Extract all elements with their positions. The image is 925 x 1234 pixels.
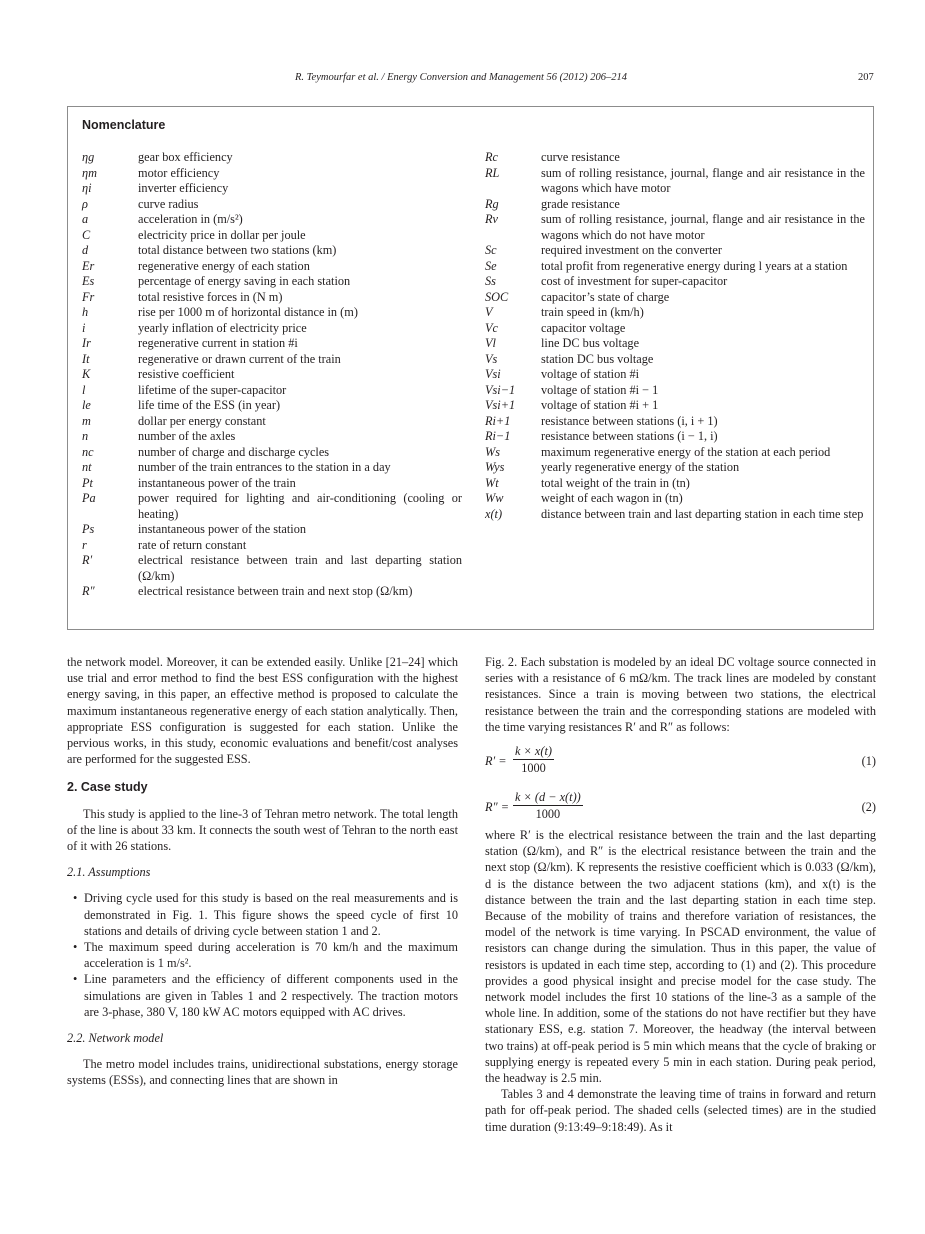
nomenclature-entry: [82, 150, 462, 166]
running-header: [0, 72, 925, 88]
nomenclature-symbol: Wt: [485, 475, 499, 490]
nomenclature-description: resistance between stations (i, i + 1): [541, 413, 718, 428]
nomenclature-entry: [82, 538, 462, 554]
nomenclature-description: station DC bus voltage: [541, 351, 654, 366]
journal-citation: R. Teymourfar et al. / Energy Conversion and Management 56 (2012) 206–214: [295, 72, 627, 83]
nomenclature-symbol: Se: [485, 258, 497, 273]
nomenclature-description: train speed in (km/h): [541, 305, 644, 319]
nomenclature-symbol: Rc: [485, 150, 498, 164]
nomenclature-box: [67, 106, 874, 630]
nomenclature-description: total profit from regenerative energy during l years at a station: [541, 258, 848, 273]
nomenclature-entry: [82, 181, 462, 197]
nomenclature-symbol: R′: [82, 553, 93, 567]
nomenclature-entry: [485, 166, 865, 197]
nomenclature-entry: [82, 584, 462, 600]
nomenclature-symbol: Rv: [485, 212, 498, 226]
nomenclature-entry: [485, 383, 865, 399]
nomenclature-description: capacitor’s state of charge: [541, 289, 670, 304]
nomenclature-description: sum of rolling resistance, journal, flange and air resistance in the wagons which do not have motor: [541, 212, 865, 242]
nomenclature-entry: [82, 429, 462, 445]
nomenclature-description: motor efficiency: [138, 165, 220, 180]
nomenclature-description: sum of rolling resistance, journal, flange and air resistance in the wagons which have motor: [541, 165, 865, 195]
nomenclature-symbol: Ss: [485, 274, 496, 288]
left-text-column: [67, 654, 458, 1089]
page-number: 207: [858, 72, 874, 83]
nomenclature-entry: [82, 336, 462, 352]
nomenclature-description: curve resistance: [541, 150, 620, 164]
nomenclature-description: dollar per energy constant: [138, 413, 266, 428]
nomenclature-symbol: K: [82, 367, 91, 381]
nomenclature-symbol: nt: [82, 460, 92, 474]
nomenclature-entry: [485, 290, 865, 306]
nomenclature-symbol: Es: [82, 274, 95, 288]
nomenclature-entry: [82, 166, 462, 182]
nomenclature-symbol: l: [82, 382, 86, 397]
nomenclature-entry: [82, 553, 462, 584]
nomenclature-entry: [485, 150, 865, 166]
body-paragraph: Fig. 2. Each substation is modeled by an ideal DC voltage source connected in series with a resistance of 6 mΩ/km. The track lines are modeled by constant resistances. Since a train is moving between two stations, the electrical resistance between the train and the corresponding stations are modeled with the time varying resistances R′ and R″ as follows:: [485, 655, 876, 734]
nomenclature-entry: [485, 367, 865, 383]
nomenclature-entry: [82, 522, 462, 538]
body-paragraph: Tables 3 and 4 demonstrate the leaving time of trains in forward and return path for off-peak period. The shaded cells (selected times) are in the studied time duration (9:13:49–9:18:49). As it: [485, 1087, 876, 1134]
nomenclature-description: acceleration in (m/s²): [138, 212, 243, 226]
nomenclature-entry: [82, 228, 462, 244]
equation-numerator: k × x(t): [513, 743, 554, 760]
nomenclature-description: total distance between two stations (km): [138, 243, 337, 257]
nomenclature-entry: [82, 460, 462, 476]
nomenclature-entry: [82, 398, 462, 414]
nomenclature-symbol: Rg: [485, 196, 499, 211]
body-paragraph: where R′ is the electrical resistance between the train and the last departing station (Ω/km), and R″ is the electrical resistance between the train and the next stop (Ω/km). K represents the resistive coefficient which is 0.033 (Ω/km), d is the distance between the two adjacent stations (km), and x(t) is the distance between the train and the last departing station in each time step. Because of the mobility of trains and therefore variation of resistances, the model of the network is time varying. In PSCAD environment, the value of resistors can change during the simulation. Thus in this paper, the value of resistors is updated in each time step, according to (1) and (2). This procedure provides a good physical insight and precise model for the case study. The network model includes the first 10 stations of the line-3 as a sample of the whole line. In addition, some of the stations do not have rectifier but they have stationary ESS, e.g. station 7. Moreover, the headway (the interval between two trains) at off-peak period is 5 min which means that the cycle of braking or supplying energy is repeated every 5 min in each station. During peak period, the headway is 2.5 min.: [485, 828, 876, 1086]
nomenclature-description: curve radius: [138, 196, 199, 211]
nomenclature-symbol: n: [82, 429, 89, 443]
nomenclature-symbol: Sc: [485, 243, 497, 257]
nomenclature-description: life time of the ESS (in year): [138, 398, 281, 412]
nomenclature-entry: [485, 305, 865, 321]
nomenclature-description: instantaneous power of the train: [138, 475, 296, 490]
equation-number: (1): [861, 754, 876, 769]
nomenclature-entry: [485, 212, 865, 243]
nomenclature-description: inverter efficiency: [138, 181, 229, 195]
nomenclature-entry: [485, 491, 865, 507]
nomenclature-description: resistance between stations (i − 1, i): [541, 429, 718, 443]
list-item: • Line parameters and the efficiency of different components used in the simulations are given in Tables 1 and 2 respectively. The traction motors are 3-phase, 380 V, 180 kW AC motors equipped with AC drives.: [67, 971, 458, 1020]
equation-1: [485, 743, 876, 781]
nomenclature-description: total weight of the train in (tn): [541, 475, 690, 490]
nomenclature-symbol: ηm: [82, 165, 97, 180]
nomenclature-symbol: Vc: [485, 320, 498, 335]
equation-numerator: k × (d − x(t)): [513, 789, 583, 806]
section-paragraph: The metro model includes trains, unidirectional substations, energy storage systems (ESSs), and connecting lines that are shown in: [67, 1057, 458, 1088]
nomenclature-description: capacitor voltage: [541, 320, 626, 335]
nomenclature-symbol: Vsi+1: [485, 398, 516, 412]
intro-paragraph: the network model. Moreover, it can be extended easily. Unlike [21–24] which use trial and error method to find the best ESS configuration with the highest energy saving, in this paper, an effective method is proposed to calculate the maximum instantaneous regenerative energy of each station analytically. Then, appropriate ESS configuration is suggested for each station. Unlike the pervious works, in this study, economic evaluations and benefit/cost analyses are performed for the suggested ESS.: [67, 655, 458, 767]
nomenclature-symbol: ηi: [82, 181, 92, 195]
equation-denominator: 1000: [535, 807, 561, 822]
equation-denominator: 1000: [521, 761, 546, 776]
nomenclature-description: required investment on the converter: [541, 243, 722, 257]
nomenclature-symbol: Er: [82, 258, 95, 273]
list-item: • The maximum speed during acceleration is 70 km/h and the maximum acceleration is 1 m/s².: [67, 939, 458, 971]
nomenclature-description: electrical resistance between train and last departing station (Ω/km): [138, 553, 462, 583]
nomenclature-description: distance between train and last departing station in each time step: [541, 506, 864, 521]
right-text-column: [485, 654, 876, 1135]
equation-number: (2): [861, 800, 876, 815]
nomenclature-description: rate of return constant: [138, 537, 247, 552]
nomenclature-entry: [82, 212, 462, 228]
nomenclature-symbol: Ri+1: [485, 413, 511, 428]
nomenclature-symbol: ρ: [82, 196, 88, 211]
nomenclature-description: number of the axles: [138, 429, 236, 443]
nomenclature-symbol: Pt: [82, 475, 93, 490]
nomenclature-entry: [82, 414, 462, 430]
nomenclature-description: cost of investment for super-capacitor: [541, 274, 728, 288]
subsection-heading: 2.1. Assumptions: [67, 865, 151, 880]
nomenclature-symbol: Fr: [82, 289, 95, 304]
nomenclature-description: maximum regenerative energy of the station at each period: [541, 444, 831, 459]
nomenclature-description: grade resistance: [541, 196, 620, 211]
nomenclature-entry: [485, 460, 865, 476]
nomenclature-symbol: Vsi: [485, 367, 501, 381]
equation-2: [485, 789, 876, 827]
nomenclature-entry: [485, 507, 865, 523]
nomenclature-symbol: Vs: [485, 351, 498, 366]
nomenclature-entry: [82, 243, 462, 259]
nomenclature-symbol: R″: [82, 584, 95, 598]
nomenclature-description: voltage of station #i: [541, 367, 640, 381]
equation-lhs: R′ =: [485, 754, 507, 769]
nomenclature-symbol: nc: [82, 444, 94, 459]
nomenclature-symbol: C: [82, 227, 91, 242]
nomenclature-entry: [485, 398, 865, 414]
section-heading: 2. Case study: [67, 780, 148, 795]
nomenclature-entry: [485, 243, 865, 259]
nomenclature-entry: [82, 197, 462, 213]
nomenclature-entry: [485, 336, 865, 352]
nomenclature-description: yearly regenerative energy of the station: [541, 460, 740, 474]
nomenclature-entry: [485, 352, 865, 368]
nomenclature-symbol: It: [82, 351, 90, 366]
list-item: • Driving cycle used for this study is based on the real measurements and is demonstrated in Fig. 1. This figure shows the speed cycle of first 10 stations and details of driving cycle between station 1 and 2.: [67, 890, 458, 939]
nomenclature-entry: [485, 414, 865, 430]
nomenclature-symbol: a: [82, 212, 89, 226]
nomenclature-description: electrical resistance between train and next stop (Ω/km): [138, 584, 413, 598]
nomenclature-description: resistive coefficient: [138, 367, 235, 381]
nomenclature-entry: [82, 352, 462, 368]
nomenclature-entry: [82, 290, 462, 306]
section-paragraph: This study is applied to the line-3 of Tehran metro network. The total length of the line is about 33 km. It connects the south west of Tehran to the north east of it with 26 stations.: [67, 806, 458, 854]
nomenclature-description: number of charge and discharge cycles: [138, 444, 330, 459]
nomenclature-symbol: SOC: [485, 289, 509, 304]
nomenclature-entry: [485, 259, 865, 275]
nomenclature-description: power required for lighting and air-conditioning (cooling or heating): [138, 491, 462, 521]
nomenclature-entry: [82, 476, 462, 492]
nomenclature-description: regenerative energy of each station: [138, 258, 310, 273]
nomenclature-description: regenerative current in station #i: [138, 336, 298, 350]
nomenclature-symbol: i: [82, 320, 86, 335]
equation-lhs: R″ =: [485, 800, 510, 815]
nomenclature-entry: [82, 383, 462, 399]
nomenclature-description: yearly inflation of electricity price: [138, 320, 307, 335]
nomenclature-title: Nomenclature: [82, 118, 166, 132]
nomenclature-symbol: Vl: [485, 336, 496, 350]
nomenclature-description: voltage of station #i − 1: [541, 382, 659, 397]
nomenclature-description: voltage of station #i + 1: [541, 398, 659, 412]
nomenclature-entry: [485, 197, 865, 213]
nomenclature-symbol: Ws: [485, 444, 501, 459]
nomenclature-description: number of the train entrances to the station in a day: [138, 460, 391, 474]
nomenclature-symbol: Ps: [82, 522, 95, 536]
nomenclature-right-column: [485, 150, 865, 522]
nomenclature-symbol: h: [82, 305, 89, 319]
nomenclature-symbol: Ww: [485, 491, 504, 505]
nomenclature-symbol: RL: [485, 165, 500, 180]
nomenclature-description: total resistive forces in (N m): [138, 289, 283, 304]
nomenclature-description: weight of each wagon in (tn): [541, 491, 683, 505]
nomenclature-entry: [82, 491, 462, 522]
nomenclature-symbol: d: [82, 243, 89, 257]
nomenclature-symbol: V: [485, 305, 493, 319]
nomenclature-description: gear box efficiency: [138, 150, 233, 164]
nomenclature-symbol: r: [82, 537, 87, 552]
nomenclature-symbol: Pa: [82, 491, 96, 505]
nomenclature-description: instantaneous power of the station: [138, 522, 307, 536]
nomenclature-description: rise per 1000 m of horizontal distance in (m): [138, 305, 358, 319]
nomenclature-symbol: Ri−1: [485, 429, 511, 443]
nomenclature-entry: [485, 429, 865, 445]
nomenclature-symbol: x(t): [485, 506, 503, 521]
nomenclature-description: percentage of energy saving in each station: [138, 274, 351, 288]
nomenclature-description: lifetime of the super-capacitor: [138, 382, 287, 397]
nomenclature-entry: [82, 259, 462, 275]
nomenclature-entry: [82, 305, 462, 321]
nomenclature-entry: [485, 274, 865, 290]
nomenclature-description: electricity price in dollar per joule: [138, 227, 306, 242]
nomenclature-entry: [82, 321, 462, 337]
nomenclature-symbol: Ir: [82, 336, 91, 350]
nomenclature-symbol: Wys: [485, 460, 505, 474]
assumptions-list: [67, 890, 458, 1020]
nomenclature-entry: [82, 445, 462, 461]
nomenclature-description: regenerative or drawn current of the train: [138, 351, 341, 366]
nomenclature-entry: [82, 367, 462, 383]
nomenclature-symbol: ηg: [82, 150, 95, 164]
nomenclature-symbol: Vsi−1: [485, 382, 516, 397]
nomenclature-entry: [82, 274, 462, 290]
nomenclature-symbol: le: [82, 398, 91, 412]
nomenclature-entry: [485, 321, 865, 337]
nomenclature-description: line DC bus voltage: [541, 336, 640, 350]
nomenclature-entry: [485, 445, 865, 461]
nomenclature-left-column: [82, 150, 462, 600]
subsection-heading: 2.2. Network model: [67, 1031, 164, 1046]
nomenclature-symbol: m: [82, 413, 91, 428]
nomenclature-entry: [485, 476, 865, 492]
